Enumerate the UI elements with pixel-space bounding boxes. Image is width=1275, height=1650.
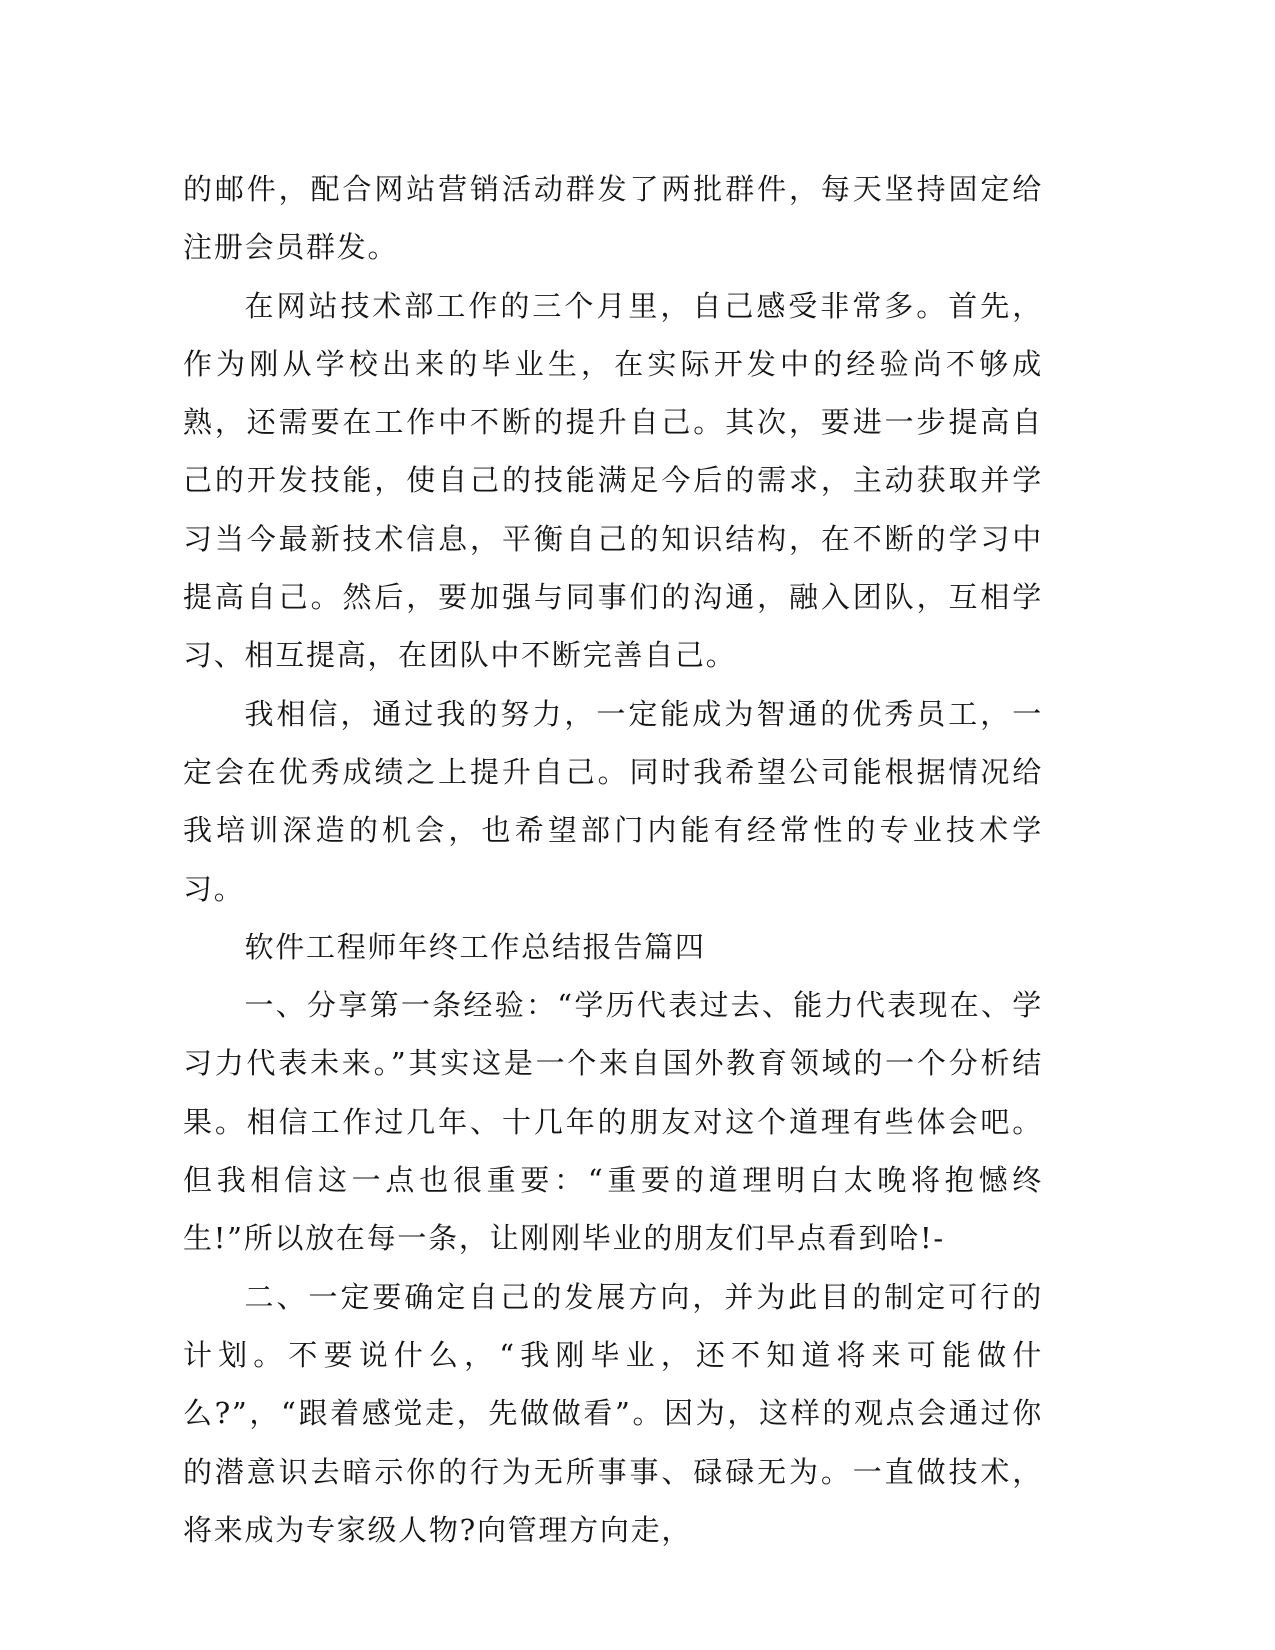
paragraph-belief: 我相信，通过我的努力，一定能成为智通的优秀员工，一定会在优秀成绩之上提升自己。同时我希望公司能根据情况给我培训深造的机会，也希望部门内能有经常性的专业技术学习。 [183, 696, 1043, 906]
paragraph-experience-one: 一、分享第一条经验：“学历代表过去、能力代表现在、学习力代表未来。”其实这是一个来自国外教育领域的一个分析结果。相信工作过几年、十几年的朋友对这个道理有些体会吧。但我相信这一点也很重要：“重要的道理明白太晚将抱憾终生!”所以放在每一条，让刚刚毕业的朋友们早点看到哈!- [183, 988, 1043, 1256]
paragraph-experience-two: 二、一定要确定自己的发展方向，并为此目的制定可行的计划。不要说什么，“我刚毕业，还不知道将来可能做什么?”，“跟着感觉走，先做做看”。因为，这样的观点会通过你的潜意识去暗示你的行为无所事事、碌碌无为。一直做技术，将来成为专家级人物?向管理方向走， [183, 1279, 1043, 1547]
document-body [183, 160, 1043, 1559]
paragraph-continuation: 的邮件，配合网站营销活动群发了两批群件，每天坚持固定给注册会员群发。 [183, 172, 1043, 265]
paragraph-work-reflection: 在网站技术部工作的三个月里，自己感受非常多。首先，作为刚从学校出来的毕业生，在实际开发中的经验尚不够成熟，还需要在工作中不断的提升自己。其次，要进一步提高自己的开发技能，使自己的技能满足今后的需求，主动获取并学习当今最新技术信息，平衡自己的知识结构，在不断的学习中提高自己。然后，要加强与同事们的沟通，融入团队，互相学习、相互提高，在团队中不断完善自己。 [183, 288, 1043, 673]
section-heading: 软件工程师年终工作总结报告篇四 [244, 929, 706, 964]
